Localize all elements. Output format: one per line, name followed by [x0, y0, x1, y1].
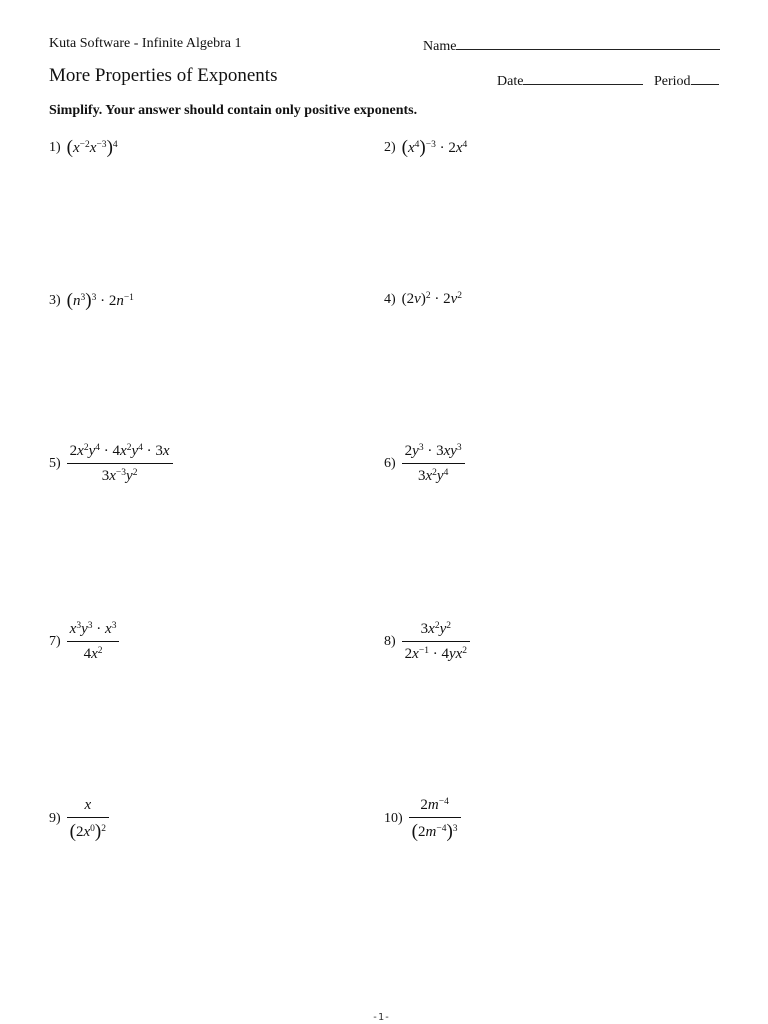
problem-1 — [49, 138, 118, 157]
problem-fraction — [402, 621, 470, 663]
problem-number: 3) — [49, 292, 61, 308]
denominator: $(2m^{-4})^3$ — [411, 821, 458, 842]
problem-expression: $(x^4)^{-3} \cdot 2x^4$ — [401, 137, 468, 158]
problem-3 — [49, 291, 134, 310]
denominator: $4x^2$ — [83, 645, 103, 662]
numerator: $x^3y^3 \cdot x^3$ — [69, 620, 117, 637]
denominator: $2x^{-1} \cdot 4yx^2$ — [404, 645, 468, 662]
instructions: Simplify. Your answer should contain only positive exponents. — [49, 103, 418, 118]
problem-expression: $(x^{-2}x^{-3})^4$ — [66, 137, 118, 158]
problem-10 — [384, 797, 461, 841]
name-label: Name — [423, 39, 457, 54]
problem-number: 5) — [49, 456, 61, 471]
problem-expression: $(2v)^2 \cdot 2v^2$ — [401, 290, 463, 307]
problem-fraction — [67, 621, 120, 663]
period-blank-line — [691, 71, 719, 85]
problem-number: 4) — [384, 291, 396, 307]
problem-7 — [49, 621, 119, 663]
name-blank-line — [456, 36, 720, 50]
problem-fraction — [409, 797, 461, 841]
denominator: $(2x^0)^2$ — [69, 821, 106, 842]
problem-number: 7) — [49, 634, 61, 649]
numerator: $3x^2y^2$ — [420, 620, 452, 637]
problem-2 — [384, 138, 467, 157]
numerator: x — [84, 797, 92, 813]
problem-fraction — [67, 443, 173, 485]
problem-5 — [49, 443, 173, 485]
problem-number: 2) — [384, 139, 396, 155]
problem-fraction — [67, 797, 109, 841]
denominator: $3x^2y^4$ — [418, 467, 449, 484]
date-field — [497, 71, 643, 90]
problem-8 — [384, 621, 470, 663]
problem-9 — [49, 797, 109, 841]
page-number: -1- — [372, 1012, 391, 1023]
problem-6 — [384, 443, 465, 485]
problem-fraction — [402, 443, 465, 485]
date-blank-line — [523, 71, 643, 85]
name-field — [423, 36, 720, 55]
problem-4 — [384, 291, 462, 308]
period-field — [654, 71, 719, 90]
problem-number: 9) — [49, 811, 61, 826]
date-label: Date — [497, 74, 524, 89]
problem-expression: $(n^3)^3 \cdot 2n^{-1}$ — [66, 290, 134, 311]
problem-number: 6) — [384, 456, 396, 471]
problem-number: 8) — [384, 634, 396, 649]
denominator: $3x^{-3}y^2$ — [101, 467, 138, 484]
numerator: $2y^3 \cdot 3xy^3$ — [404, 442, 462, 459]
numerator: $2x^2y^4 \cdot 4x^2y^4 \cdot 3x$ — [69, 442, 170, 459]
numerator: $2m^{-4}$ — [420, 796, 449, 813]
worksheet-title: More Properties of Exponents — [49, 65, 278, 86]
problem-number: 10) — [384, 811, 403, 826]
publisher-label: Kuta Software - Infinite Algebra 1 — [49, 36, 242, 51]
period-label: Period — [654, 74, 691, 89]
problem-number: 1) — [49, 139, 61, 155]
